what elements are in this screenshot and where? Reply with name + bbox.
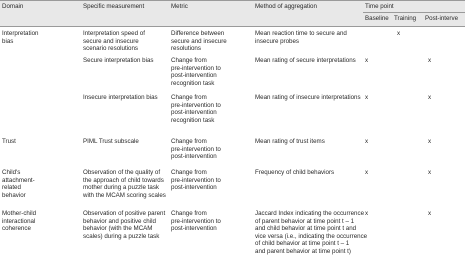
row-6-metric: Change from pre-intervention to post-intervention — [171, 210, 221, 233]
row-1-measurement: Interpretation speed of secure and insecure scenario resolutions — [83, 30, 145, 53]
top-rule — [0, 0, 465, 1]
row-2-aggregation: Mean rating of secure interpretations — [255, 57, 356, 64]
row-2-post: x — [428, 57, 432, 64]
row-1-aggregation: Mean reaction time to secure and insecure probes — [255, 30, 347, 45]
header-baseline: Baseline — [365, 15, 389, 22]
row-5-aggregation: Frequency of child behaviors — [255, 169, 335, 176]
row-6-baseline: x — [365, 210, 369, 217]
row-5-domain: Child's attachment- related behavior — [2, 169, 35, 199]
row-6-measurement: Observation of positive parent behavior and positive child behavior (with the MCAM scales) during a puzzle task — [83, 210, 166, 240]
row-5-metric: Change from pre-intervention to post-intervention — [171, 169, 221, 192]
header-time-point: Time point — [365, 3, 394, 10]
row-3-aggregation: Mean rating of insecure interpretations — [255, 94, 361, 101]
header-post: Post-interve — [425, 15, 459, 22]
header-training: Training — [394, 15, 417, 22]
row-4-post: x — [428, 138, 432, 145]
row-5-measurement: Observation of the quality of the approach of child towards mother during a puzzle task with the MCAM scoring scales — [83, 169, 166, 199]
row-4-domain: Trust — [2, 138, 16, 145]
row-2-baseline: x — [365, 57, 369, 64]
row-3-baseline: x — [365, 94, 369, 101]
row-6-aggregation: Jaccard Index indicating the occurrence of parent behavior at time point t – 1 and child behavior at time point t and vice versa (i.e., indicating the occurrence of child behavior at time point t – 1 and parent behavior at time point t) — [255, 210, 368, 255]
row-2-metric: Change from pre-intervention to post-intervention recognition task — [171, 57, 221, 87]
row-3-post: x — [428, 94, 432, 101]
row-1-metric: Difference between secure and insecure resolutions — [171, 30, 227, 53]
header-rule — [0, 26, 465, 27]
row-4-aggregation: Mean rating of trust items — [255, 138, 325, 145]
header-aggregation: Method of aggregation — [255, 3, 317, 10]
row-4-baseline: x — [365, 138, 369, 145]
row-3-measurement: Insecure interpretation bias — [83, 94, 158, 101]
header-domain: Domain — [2, 3, 24, 10]
row-4-metric: Change from pre-intervention to post-intervention — [171, 138, 221, 161]
row-5-baseline: x — [365, 169, 369, 176]
row-6-domain: Mother-child interactional coherence — [2, 210, 37, 233]
time-point-rule — [363, 12, 465, 13]
header-metric: Metric — [171, 3, 188, 10]
row-3-metric: Change from pre-intervention to post-intervention recognition task — [171, 94, 221, 124]
row-1-domain: Interpretation bias — [2, 30, 39, 45]
row-1-training: x — [397, 30, 401, 37]
row-2-measurement: Secure interpretation bias — [83, 57, 154, 64]
row-5-post: x — [428, 169, 432, 176]
row-6-post: x — [428, 210, 432, 217]
header-measurement: Specific measurement — [83, 3, 145, 10]
row-4-measurement: PIML Trust subscale — [83, 138, 139, 145]
